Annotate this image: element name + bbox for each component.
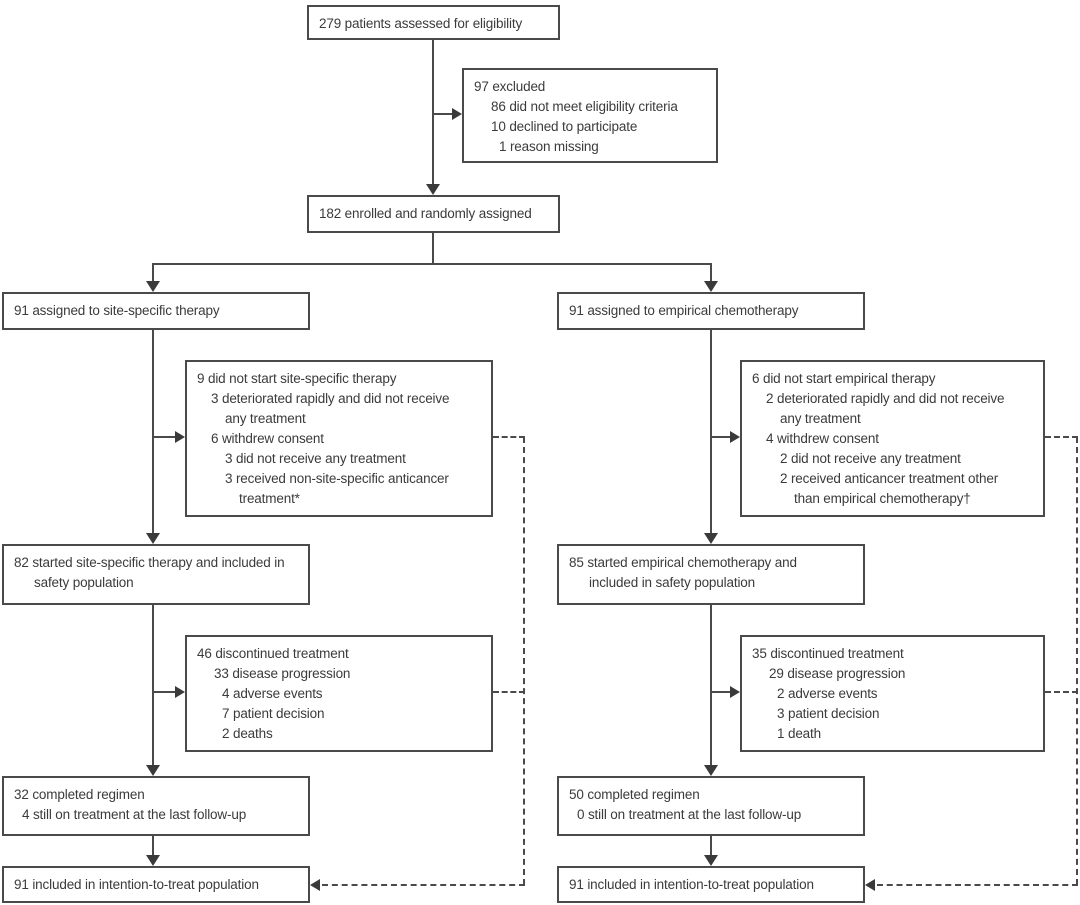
box-line: 91 assigned to empirical chemotherapy [569,303,799,318]
dashed-discontinued-right-out [1045,691,1078,693]
arrowhead-started-left [146,533,160,544]
box-line: any treatment [225,411,306,426]
box-started-empirical [557,544,865,605]
arrowhead-not-started-right [730,431,740,443]
arrowhead-discontinued-left [175,686,185,698]
box-line: 29 disease progression [769,666,906,681]
box-line: 3 deteriorated rapidly and did not receive [211,391,450,406]
connector-started-completed-left [152,605,154,766]
connector-to-not-started-left [152,436,177,438]
dashed-into-itt-right [877,884,1078,886]
box-completed-empirical [557,776,865,836]
box-line: any treatment [780,411,861,426]
box-excluded [462,68,718,163]
box-line: 10 declined to participate [491,119,638,134]
box-line: 35 discontinued treatment [752,646,904,661]
arrowhead-dashed-itt-right [865,879,875,891]
arrowhead-itt-right [704,855,718,866]
box-line: 1 reason missing [499,139,599,154]
arrowhead-itt-left [146,855,160,866]
box-line: 9 did not start site-specific therapy [197,371,397,386]
box-assigned-empirical [557,292,865,330]
box-line: 50 completed regimen [569,787,700,802]
arrowhead-enrolled [426,184,440,195]
connector-completed-itt-right [710,836,712,857]
box-completed-site-specific [2,776,310,836]
dashed-not-started-right-out [1045,436,1078,438]
box-line: 2 adverse events [777,686,878,701]
box-line: 46 discontinued treatment [197,646,349,661]
box-line: 4 adverse events [222,686,323,701]
box-itt-empirical [557,866,865,903]
dashed-into-itt-left [322,884,525,886]
box-line: 0 still on treatment at the last follow-up [577,807,802,822]
connector-completed-itt-left [152,836,154,857]
dashed-rail-left [523,437,525,885]
box-line: treatment* [239,491,300,506]
connector-assigned-started-left [152,330,154,534]
box-not-started-site-specific [185,360,493,517]
connector-enrolled-split [432,233,434,264]
box-line: 4 still on treatment at the last follow-up [22,807,247,822]
connector-split-bar [152,263,712,265]
box-line: 2 received anticancer treatment other [780,471,999,486]
box-line: 4 withdrew consent [766,431,879,446]
box-itt-site-specific [2,866,310,903]
connector-to-discontinued-left [152,691,177,693]
connector-to-excluded [432,113,454,115]
arrowhead-not-started-left [175,431,185,443]
arrowhead-completed-left [146,765,160,776]
box-not-started-empirical [740,360,1045,517]
box-line: 86 did not meet eligibility criteria [491,99,678,114]
connector-split-left [152,263,154,282]
connector-to-not-started-right [710,436,732,438]
box-line: 97 excluded [474,79,546,94]
dashed-rail-right [1076,437,1078,885]
box-line: 91 assigned to site-specific therapy [14,303,220,318]
arrowhead-assigned-right [704,281,718,292]
box-line: 3 patient decision [777,706,880,721]
box-line: 91 included in intention-to-treat population [569,877,814,892]
box-line: 3 did not receive any treatment [225,451,406,466]
arrowhead-excluded [452,108,462,120]
arrowhead-dashed-itt-left [310,879,320,891]
box-line: 6 withdrew consent [211,431,324,446]
box-line: 182 enrolled and randomly assigned [319,206,532,221]
box-discontinued-site-specific [185,635,493,752]
box-line: 2 did not receive any treatment [780,451,961,466]
box-line: safety population [34,575,134,590]
arrowhead-assigned-left [146,281,160,292]
box-line: 3 received non-site-specific anticancer [225,471,449,486]
box-line: 33 disease progression [214,666,351,681]
box-line: 85 started empirical chemotherapy and [569,555,797,570]
box-line: 7 patient decision [222,706,325,721]
connector-assigned-started-right [710,330,712,534]
box-line: 32 completed regimen [14,787,145,802]
arrowhead-started-right [704,533,718,544]
box-line: than empirical chemotherapy† [794,491,971,506]
box-line: included in safety population [589,575,756,590]
connector-split-right [710,263,712,282]
arrowhead-discontinued-right [730,686,740,698]
arrowhead-completed-right [704,765,718,776]
box-discontinued-empirical [740,635,1045,752]
box-line: 2 deteriorated rapidly and did not receive [766,391,1005,406]
box-line: 82 started site-specific therapy and included in [14,555,285,570]
box-line: 91 included in intention-to-treat population [14,877,259,892]
dashed-not-started-left-out [493,436,525,438]
box-assigned-site-specific [2,292,310,330]
box-line: 279 patients assessed for eligibility [319,16,523,31]
box-enrolled [307,195,560,233]
box-assessed [307,5,560,40]
connector-to-discontinued-right [710,691,732,693]
box-started-site-specific [2,544,310,605]
box-line: 2 deaths [222,726,273,741]
connector-started-completed-right [710,605,712,766]
dashed-discontinued-left-out [493,691,525,693]
box-line: 6 did not start empirical therapy [752,371,936,386]
box-line: 1 death [777,726,821,741]
